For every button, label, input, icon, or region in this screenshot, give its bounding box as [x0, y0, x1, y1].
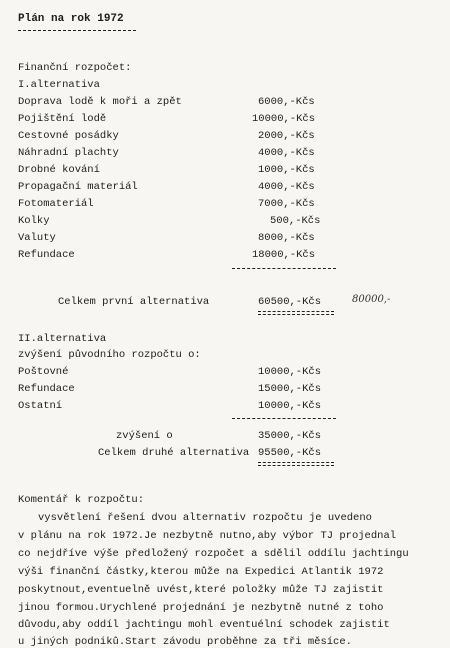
alt2-total-double-rule — [258, 462, 334, 466]
alt1-row-amount: 6000,-Kčs — [258, 96, 315, 108]
alt1-row — [18, 96, 338, 108]
alt2-row-amount: 10000,-Kčs — [258, 366, 322, 378]
alt2-row — [18, 400, 338, 412]
alt2-total-label: Celkem druhé alternativa — [98, 447, 250, 459]
alt1-row-amount: 10000,-Kčs — [252, 113, 316, 125]
alt1-row-label: Propagační materiál — [18, 181, 138, 193]
alt1-row-label: Cestovné posádky — [18, 130, 119, 142]
comment-line: vysvětlení řešení dvou alternativ rozpočtu je uvedeno — [38, 512, 372, 524]
alt1-row — [18, 130, 338, 142]
alt2-row — [18, 366, 338, 378]
alt1-row-label: Fotomateriál — [18, 198, 94, 210]
subtotal-rule — [232, 268, 336, 269]
alt1-row-label: Kolky — [18, 215, 50, 227]
alt1-total-row — [58, 296, 348, 308]
alt2-row-amount: 10000,-Kčs — [258, 400, 322, 412]
alt1-row-amount: 7000,-Kčs — [258, 198, 315, 210]
comment-line: poskytnout,eventuelně uvést,které položky může TJ zajistit — [18, 584, 384, 596]
alt1-row-label: Drobné kování — [18, 164, 100, 176]
alt2-row-label: Poštovné — [18, 366, 69, 378]
alt1-heading: I.alternativa — [18, 79, 100, 91]
alt1-row-amount: 8000,-Kčs — [258, 232, 315, 244]
alt2-increase-amount: 35000,-Kčs — [258, 430, 322, 442]
comment-line: u jiných podniků.Start závodu proběhne za tři měsíce. — [18, 636, 352, 648]
alt2-increase-label: zvýšení o — [116, 430, 173, 442]
alt2-heading: II.alternativa — [18, 333, 107, 345]
alt1-row-amount: 2000,-Kčs — [258, 130, 315, 142]
title-underline — [18, 30, 136, 31]
page-title: Plán na rok 1972 — [18, 13, 124, 25]
alt1-row-label: Náhradní plachty — [18, 147, 119, 159]
alt1-row-amount: 4000,-Kčs — [258, 147, 315, 159]
alt1-row-label: Refundace — [18, 249, 75, 261]
alt1-row-label: Valuty — [18, 232, 56, 244]
alt1-row — [18, 181, 338, 193]
budget-heading: Finanční rozpočet: — [18, 62, 132, 74]
alt2-subheading: zvýšení původního rozpočtu o: — [18, 349, 201, 361]
comment-line: výši finanční částky,kterou může na Expedici Atlantik 1972 — [18, 566, 384, 578]
alt1-row-amount: 500,-Kčs — [270, 215, 321, 227]
alt2-row-label: Ostatní — [18, 400, 63, 412]
alt1-row — [18, 113, 338, 125]
alt2-subtotal-rule — [232, 418, 336, 419]
alt2-row — [18, 383, 338, 395]
alt1-row-amount: 4000,-Kčs — [258, 181, 315, 193]
alt2-increase-row — [116, 430, 346, 442]
alt1-row-label: Pojištění lodě — [18, 113, 107, 125]
handwritten-note: 80000,- — [352, 294, 391, 305]
alt1-total-amount: 60500,-Kčs — [258, 296, 322, 308]
alt2-row-amount: 15000,-Kčs — [258, 383, 322, 395]
alt1-row — [18, 215, 338, 227]
alt1-row — [18, 249, 338, 261]
alt2-total-amount: 95500,-Kčs — [258, 447, 322, 459]
alt1-row-amount: 1000,-Kčs — [258, 164, 315, 176]
comment-line: v plánu na rok 1972.Je nezbytně nutno,aby výbor TJ projednal — [18, 530, 397, 542]
comment-line: co nejdříve výše předložený rozpočet a sdělil oddílu jachtingu — [18, 548, 409, 560]
alt1-total-label: Celkem první alternativa — [58, 296, 210, 308]
alt1-total-double-rule — [258, 311, 334, 315]
comment-line: důvodu,aby oddíl jachtingu mohl eventuélní schodek zajistit — [18, 619, 390, 631]
alt1-row-label: Doprava lodě k moři a zpět — [18, 96, 182, 108]
alt1-row — [18, 198, 338, 210]
alt1-row — [18, 164, 338, 176]
alt1-row-amount: 18000,-Kčs — [252, 249, 316, 261]
alt1-row — [18, 232, 338, 244]
comment-line: jinou formou.Urychlené projednání je nezbytně nutné z toho — [18, 602, 384, 614]
alt1-row — [18, 147, 338, 159]
comment-heading: Komentář k rozpočtu: — [18, 494, 145, 506]
alt2-total-row — [98, 447, 348, 459]
alt2-row-label: Refundace — [18, 383, 75, 395]
